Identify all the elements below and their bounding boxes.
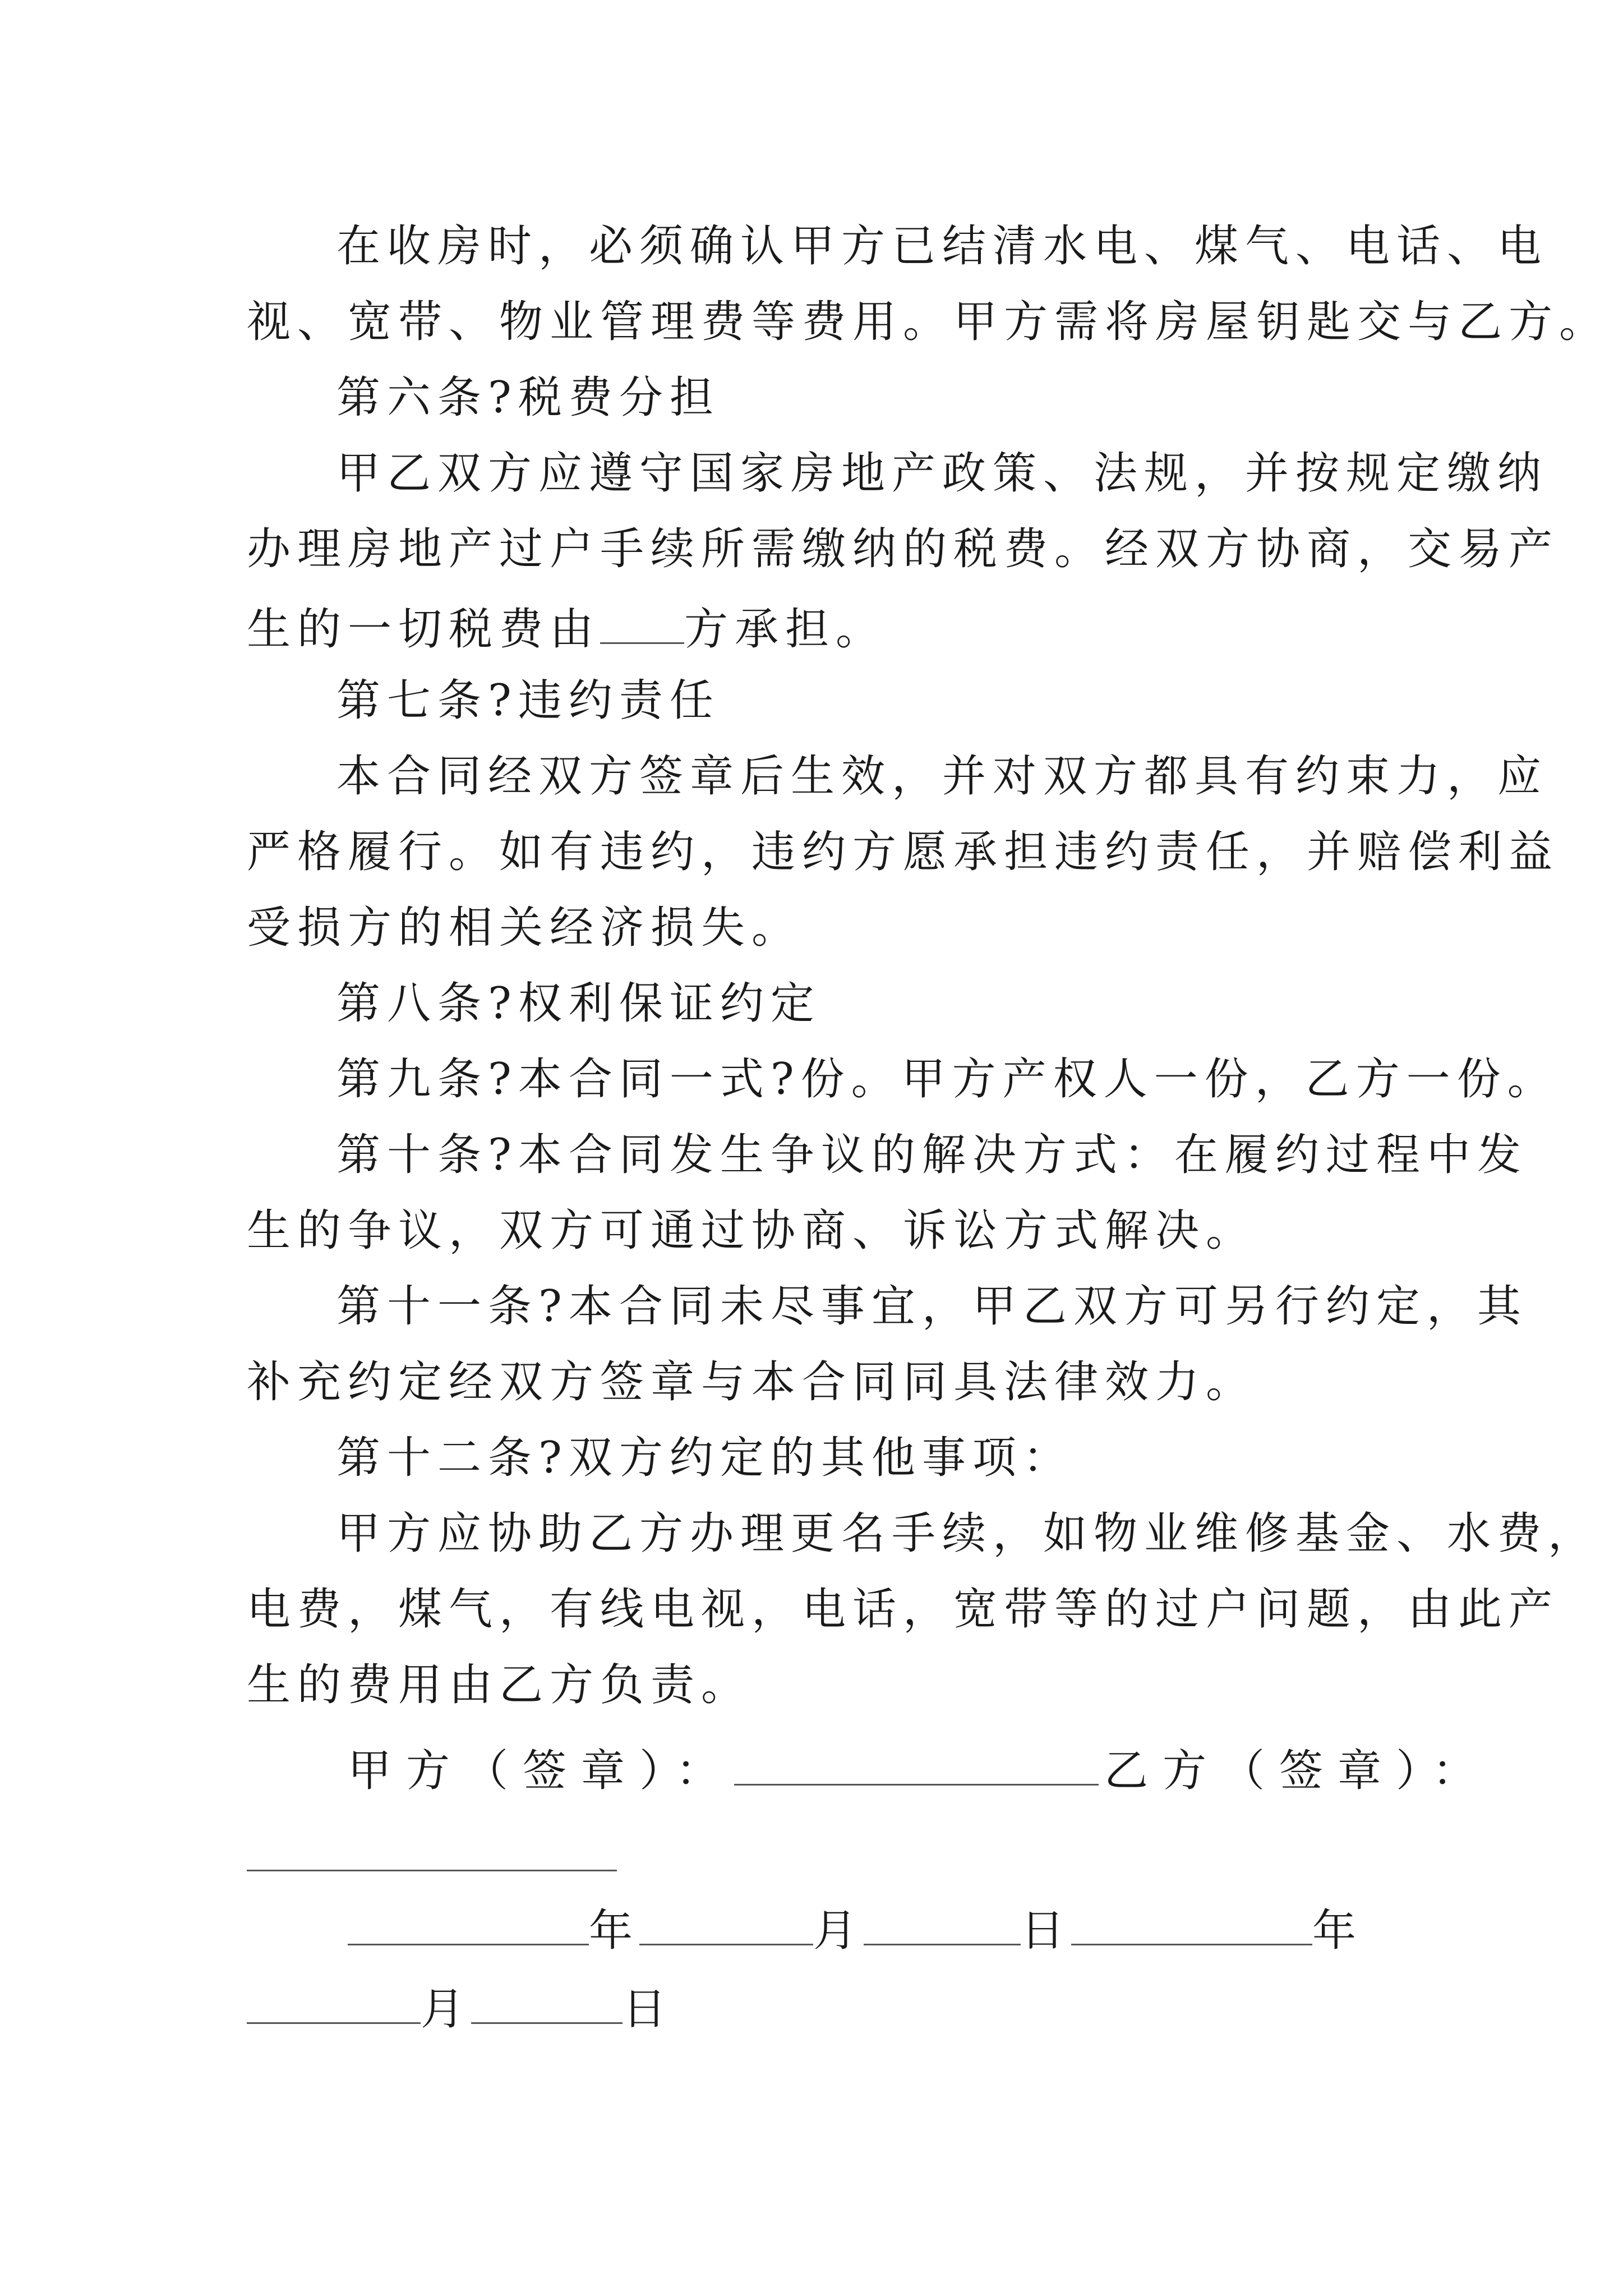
paragraph-line (247, 603, 887, 655)
signature-line (348, 1745, 1491, 1796)
article-heading: 第十二条?双方约定的其他事项： (336, 1433, 1073, 1483)
tax-party-blank (600, 603, 684, 644)
paragraph-line: 视、宽带、物业管理费等费用。甲方需将房屋钥匙交与乙方。 (247, 297, 1610, 347)
party-a-month-blank (639, 1904, 813, 1945)
party-b-year-blank (1071, 1904, 1312, 1945)
party-b-signature-blank (247, 1870, 617, 1871)
party-a-year-blank (348, 1904, 589, 1945)
party-a-day-blank (864, 1904, 1021, 1945)
paragraph-text: 方承担。 (684, 604, 887, 655)
paragraph-line: 本合同经双方签章后生效，并对双方都具有约束力，应 (336, 751, 1548, 802)
date-line (348, 1904, 1363, 1956)
paragraph-line: 甲乙双方应遵守国家房地产政策、法规，并按规定缴纳 (336, 448, 1548, 499)
paragraph-line: 甲方应协助乙方办理更名手续，如物业维修基金、水费， (336, 1508, 1599, 1559)
paragraph-line: 补充约定经双方签章与本合同同具法律效力。 (247, 1357, 1257, 1407)
article-heading: 第六条?税费分担 (336, 372, 720, 423)
party-a-signature-label: 甲方（签章）： (348, 1746, 735, 1796)
paragraph-line: 第十一条?本合同未尽事宜，甲乙双方可另行约定，其 (336, 1281, 1528, 1332)
paragraph-line: 办理房地产过户手续所需缴纳的税费。经双方协商，交易产 (247, 524, 1560, 574)
party-b-signature-label: 乙方（签章）： (1104, 1746, 1491, 1796)
party-b-day-blank (471, 1983, 623, 2024)
month-label: 月 (421, 1984, 472, 2035)
party-b-month-blank (247, 1983, 421, 2024)
paragraph-line: 生的费用由乙方负责。 (247, 1660, 752, 1710)
paragraph-line: 第十条?本合同发生争议的解决方式：在履约过程中发 (336, 1130, 1528, 1180)
year-label: 年 (589, 1906, 640, 1956)
paragraph-line: 严格履行。如有违约，违约方愿承担违约责任，并赔偿利益 (247, 827, 1560, 877)
day-label: 日 (1021, 1906, 1072, 1956)
day-label: 日 (623, 1984, 674, 2035)
article-heading: 第七条?违约责任 (336, 675, 720, 726)
paragraph-line: 在收房时，必须确认甲方已结清水电、煤气、电话、电 (336, 221, 1548, 272)
paragraph-line: 受损方的相关经济损失。 (247, 903, 803, 953)
article-heading: 第九条?本合同一式?份。甲方产权人一份，乙方一份。 (336, 1054, 1558, 1105)
date-line (247, 1983, 674, 2035)
paragraph-line: 电费，煤气，有线电视，电话，宽带等的过户问题，由此产 (247, 1584, 1560, 1635)
paragraph-text: 生的一切税费由 (247, 604, 601, 655)
month-label: 月 (813, 1906, 864, 1956)
article-heading: 第八条?权利保证约定 (336, 978, 821, 1029)
paragraph-line: 生的争议，双方可通过协商、诉讼方式解决。 (247, 1205, 1257, 1256)
year-label: 年 (1312, 1906, 1363, 1956)
party-a-signature-blank (734, 1745, 1099, 1786)
